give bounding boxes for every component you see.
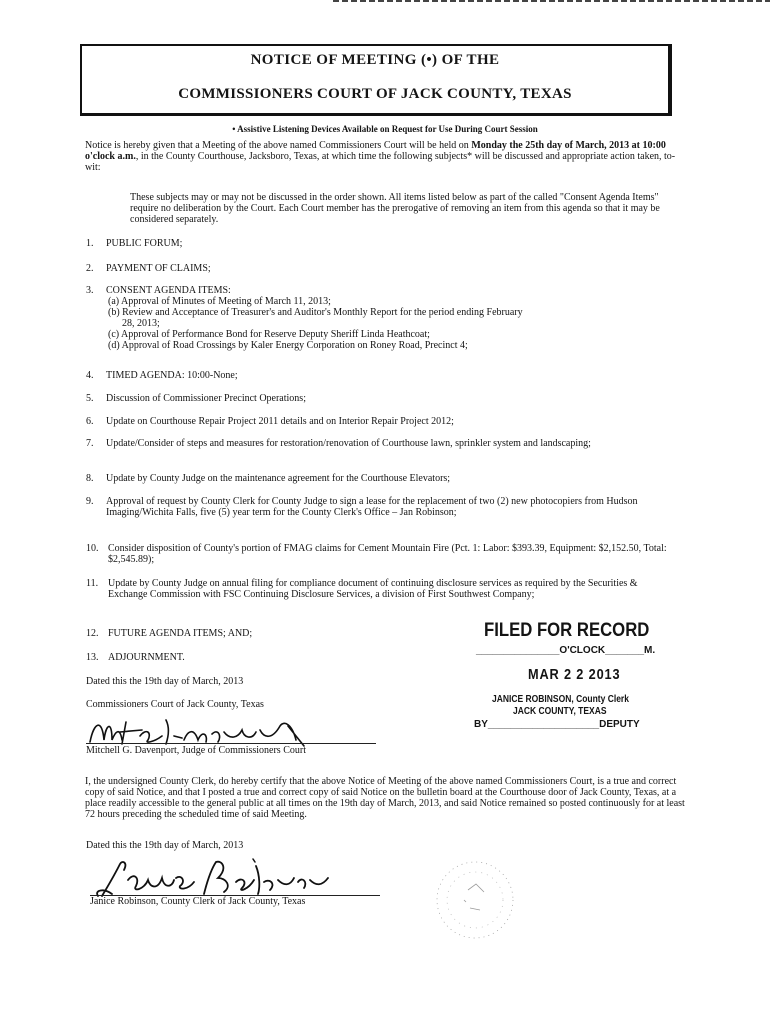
item-text: PUBLIC FORUM; [106,238,183,249]
filed-stamp-county: JACK COUNTY, TEXAS [513,706,607,717]
item-text: CONSENT AGENDA ITEMS: [106,285,231,296]
item-number: 12. [86,628,99,639]
sub-item-b: (b) Review and Acceptance of Treasurer's and Auditor's Monthly Report for the period ending February [108,307,523,318]
item-number: 6. [86,416,94,427]
intro-post: , in the County Courthouse, Jacksboro, Texas, at which time the following subjects* will be discussed and appropriate action taken, to-wit: [85,151,676,173]
judge-caption: Mitchell G. Davenport, Judge of Commissioners Court [86,745,306,756]
item-text: Discussion of Commissioner Precinct Operations; [106,393,306,404]
item-text: Consider disposition of County's portion of FMAG claims for Cement Mountain Fire (Pct. 1: Labor: $393.39, Equipment: $2,152.50, Total: $2,545.89); [108,543,667,565]
agenda-item [86,238,676,249]
judge-signature-line [86,743,376,744]
sub-item-d: (d) Approval of Road Crossings by Kaler Energy Corporation on Roney Road, Precinct 4; [108,340,468,351]
sub-item-a: (a) Approval of Minutes of Meeting of March 11, 2013; [108,296,331,307]
item-text: Update/Consider of steps and measures for restoration/renovation of Courthouse lawn, sprinkler system and landscaping; [106,438,591,449]
item-number: 5. [86,393,94,404]
agenda-item [86,370,676,381]
item-number: 13. [86,652,99,663]
clerk-caption: Janice Robinson, County Clerk of Jack County, Texas [90,896,306,907]
county-seal-impression [420,850,530,950]
agenda-note: These subjects may or may not be discussed in the order shown. All items listed below as part of the called "Consent Agenda Items" require no deliberation by the Court. Each Court member has the prerogative of removing an item from this agenda so that it may be considered separately. [130,192,660,225]
dated-line-2: Dated this the 19th day of March, 2013 [86,840,244,851]
agenda-item [86,628,406,639]
item-text: PAYMENT OF CLAIMS; [106,263,211,274]
item-number: 1. [86,238,94,249]
certification-paragraph: I, the undersigned County Clerk, do hereby certify that the above Notice of Meeting of the above named Commissioners Court, is a true and correct copy of said Notice, and that I posted a true and correct copy of said Notice on the bulletin board at the Courthouse door of Jack County, Texas, at a place readily accessible to the general public at all times on the 19th day of March, 2013, and said Notice remained so posted continuously for at least 72 hours preceding the scheduled time of said Meeting. [85,776,685,820]
item-text: Approval of request by County Clerk for County Judge to sign a lease for the replacement of two (2) new photocopiers from Hudson Imaging/Wichita Falls, five (5) year term for the County Clerk's Office – Jan Robinson; [106,496,638,518]
item-number: 3. [86,285,94,296]
intro-bold: Monday the 25th day of March, 2013 at 10:00 o'clock a.m. [85,140,666,162]
agenda-item [86,416,676,427]
item-number: 2. [86,263,94,274]
agenda-item [86,473,676,484]
filed-stamp-heading: FILED FOR RECORD [484,620,650,641]
dated-line-1: Dated this the 19th day of March, 2013 [86,676,244,687]
title-box [80,44,672,116]
item-number: 4. [86,370,94,381]
item-number: 9. [86,496,94,507]
item-text: ADJOURNMENT. [108,652,185,663]
agenda-item [86,578,676,600]
filed-stamp-time: _______________O'CLOCK_______M. [476,645,656,656]
item-text: FUTURE AGENDA ITEMS; AND; [108,628,253,639]
agenda-item [86,285,676,351]
item-number: 11. [86,578,99,589]
item-number: 10. [86,543,99,554]
item-number: 7. [86,438,94,449]
scan-top-edge-line [333,0,770,2]
intro-paragraph [85,140,687,173]
agenda-item [86,263,676,274]
court-line: Commissioners Court of Jack County, Texas [86,699,264,710]
agenda-item [86,438,676,449]
agenda-item [86,393,676,404]
item-text: Update on Courthouse Repair Project 2011 details and on Interior Repair Project 2012; [106,416,454,427]
intro-pre: Notice is hereby given that a Meeting of the above named Commissioners Court will be held on [85,140,472,151]
agenda-item [86,652,406,663]
item-number: 8. [86,473,94,484]
item-text: Update by County Judge on annual filing for compliance document of continuing disclosure services as required by the Securities & Exchange Commission with FSC Continuing Disclosure Services, a division of First Southwest Company; [108,578,638,600]
title-line-1: NOTICE OF MEETING (•) OF THE [250,52,500,68]
title-line-2: COMMISSIONERS COURT OF JACK COUNTY, TEXAS [178,86,572,102]
filed-stamp-clerk: JANICE ROBINSON, County Clerk [492,694,629,705]
filed-stamp-date: MAR 2 2 2013 [528,666,621,683]
sub-item-b-cont: 28, 2013; [122,318,160,329]
item-text: TIMED AGENDA: 10:00-None; [106,370,238,381]
sub-item-c: (c) Approval of Performance Bond for Reserve Deputy Sheriff Linda Heathcoat; [108,329,430,340]
item-text: Update by County Judge on the maintenance agreement for the Courthouse Elevators; [106,473,451,484]
assistive-notice: • Assistive Listening Devices Available on Request for Use During Court Session [232,124,538,134]
filed-stamp-deputy: BY____________________DEPUTY [474,719,640,730]
agenda-item [86,543,676,565]
agenda-item [86,496,676,518]
